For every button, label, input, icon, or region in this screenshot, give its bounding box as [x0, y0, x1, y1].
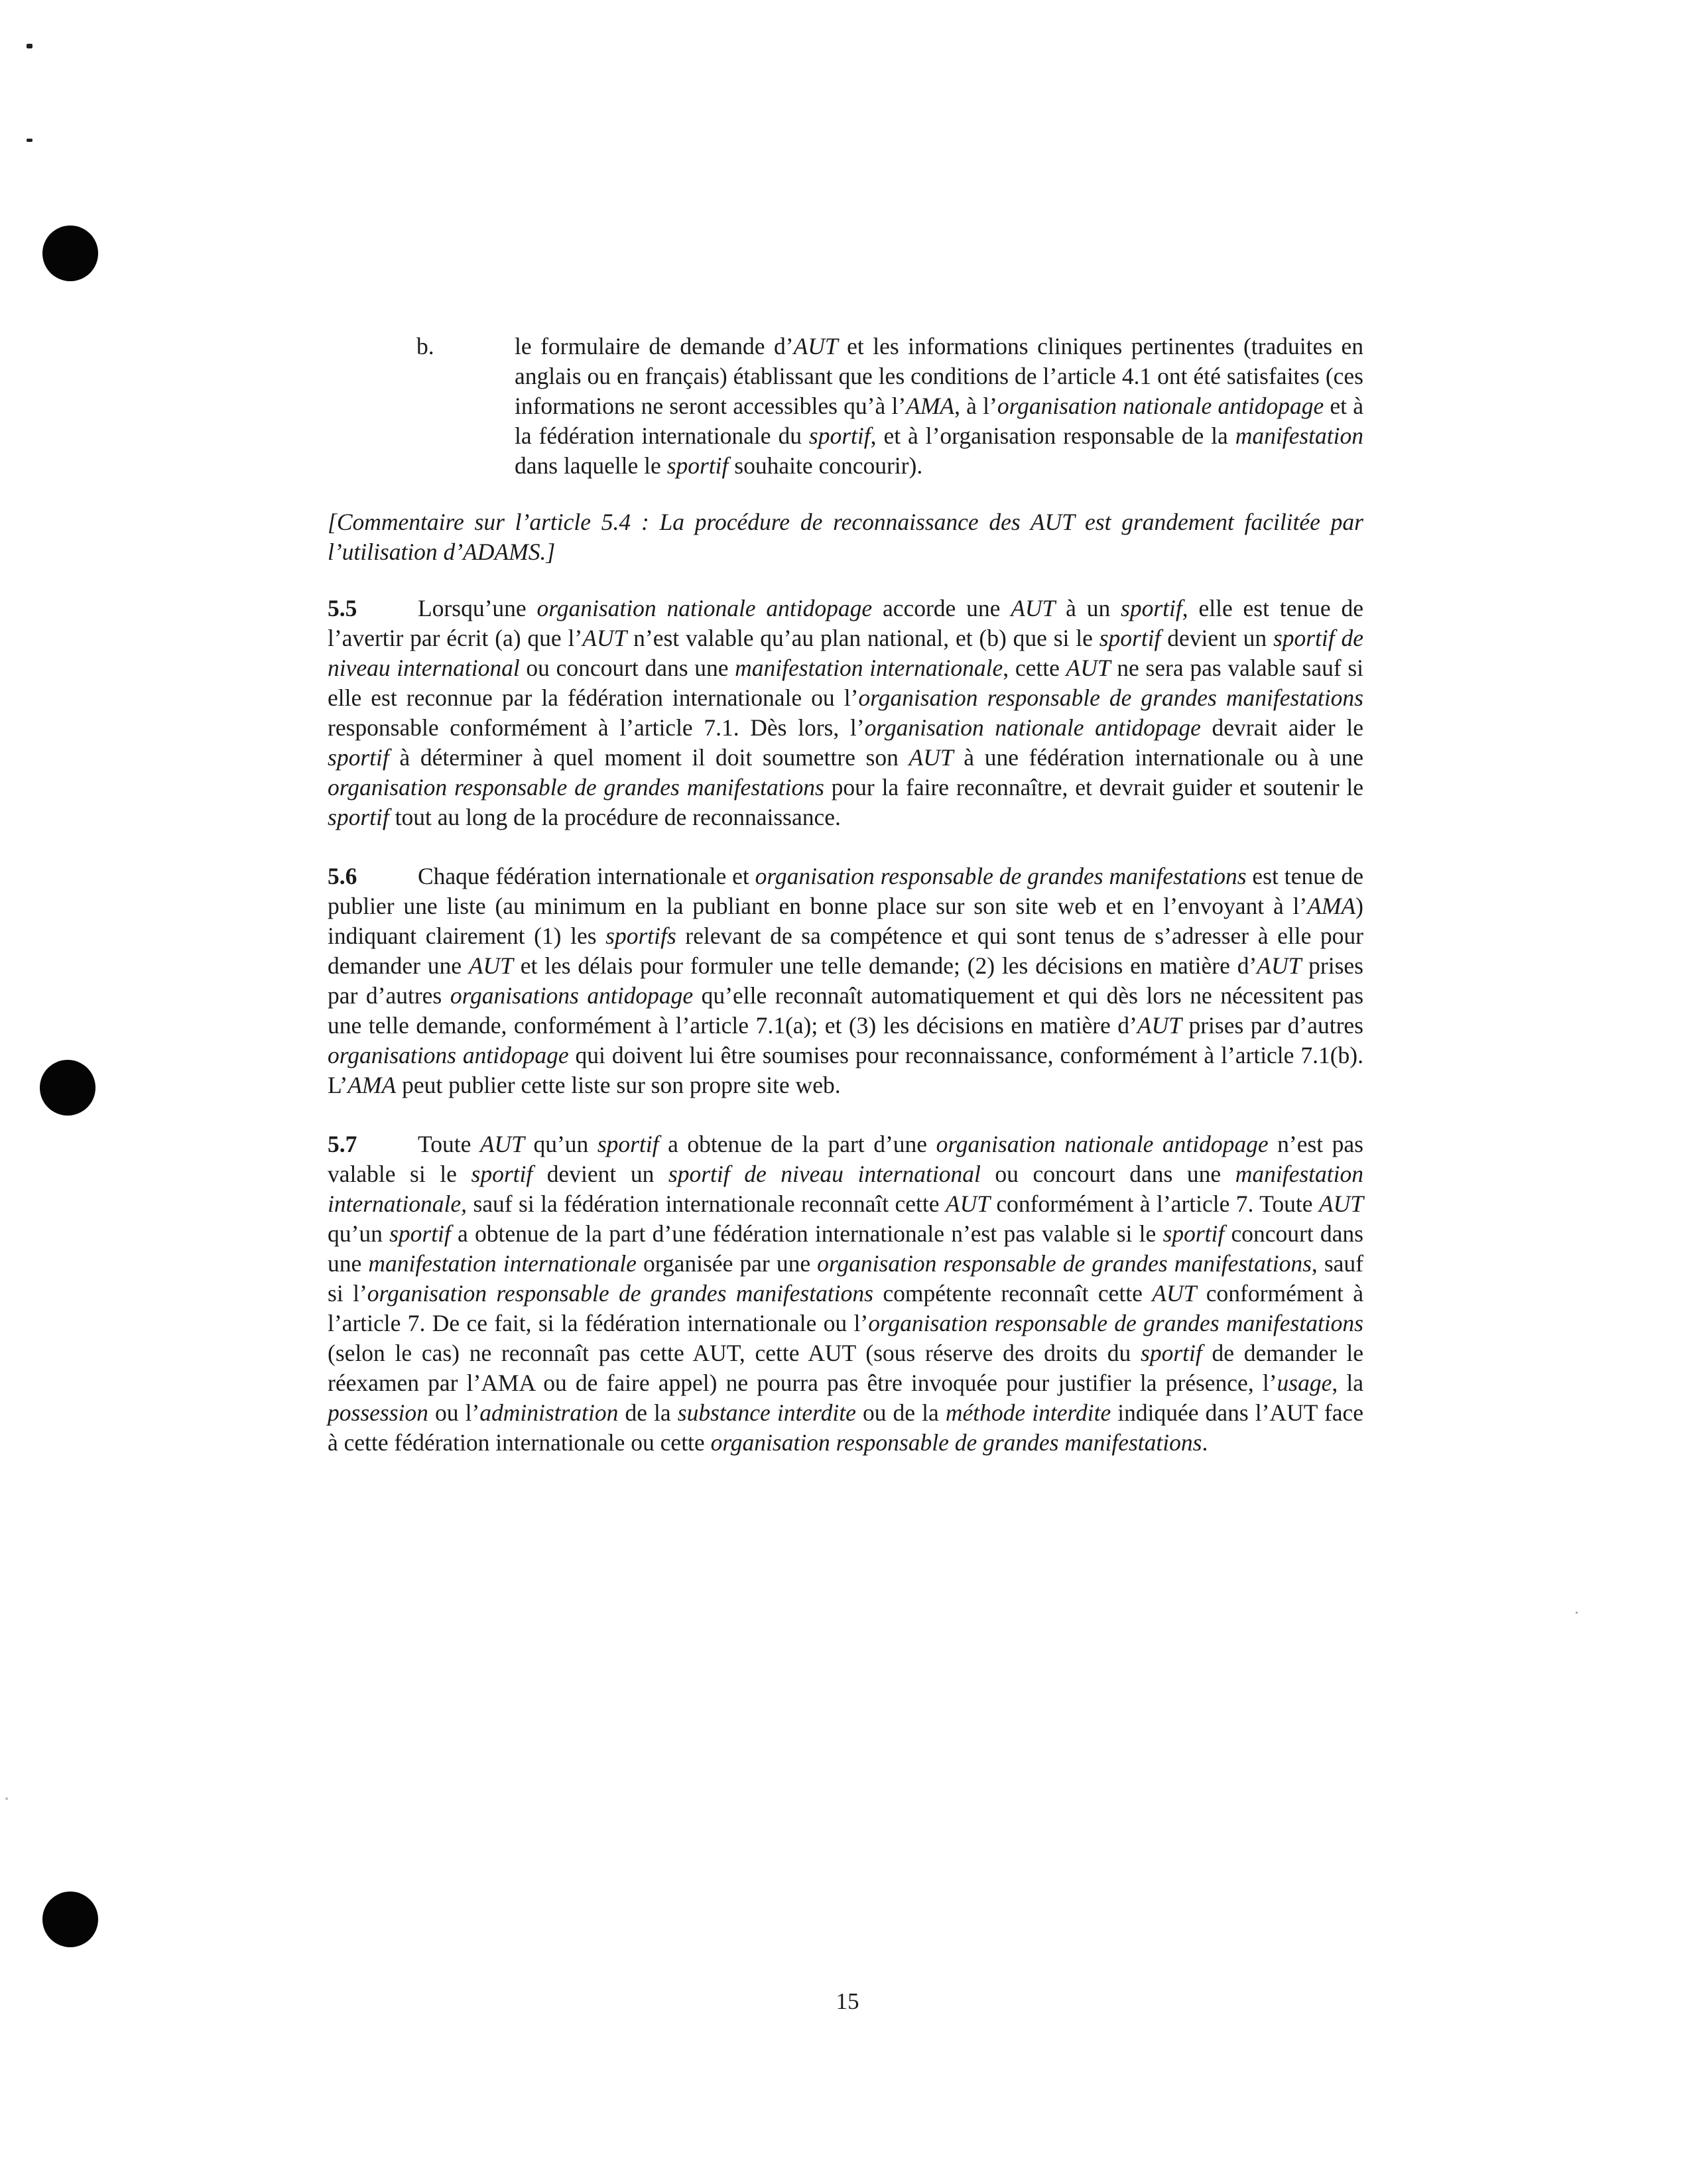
text-run: ne sera pas valable sauf si elle est reconnue par la fédération internationale ou l’ — [328, 655, 1364, 711]
text-run: conformément à l’article 7. Toute — [990, 1190, 1319, 1217]
defined-term: usage — [1277, 1370, 1332, 1396]
defined-term: sportif — [666, 452, 729, 479]
text-run: prises par d’autres — [328, 952, 1363, 1009]
text-run: a obtenue de la part d’une — [659, 1131, 936, 1157]
defined-term: sportif — [471, 1161, 533, 1187]
defined-term: AUT — [1066, 655, 1111, 681]
article-5-6 — [328, 862, 1363, 1100]
text-run: a obtenue de la part d’une fédération internationale n’est pas valable si le — [450, 1220, 1163, 1247]
text-run: et les délais pour formuler une telle demande; (2) les décisions en matière d’ — [513, 952, 1257, 979]
punch-hole-top — [42, 225, 98, 281]
defined-term: AUT — [1137, 1012, 1182, 1039]
text-run: tout au long de la procédure de reconnaissance. — [389, 804, 841, 830]
text-run: est tenue de publier une liste (au minimum en la publiant en bonne place sur son site web et en l’envoyant à l’ — [328, 863, 1363, 919]
defined-term: manifestation internationale — [368, 1250, 637, 1277]
defined-term: organisation nationale antidopage — [997, 393, 1324, 419]
text-run: souhaite concourir). — [728, 452, 923, 479]
text-run: Chaque fédération internationale et — [418, 863, 755, 889]
text-run: qui doivent lui être soumises pour reconnaissance, conformément à l’article 7.1(b). L’ — [328, 1042, 1363, 1098]
defined-term: sportif — [1121, 595, 1182, 621]
text-run: relevant de sa compétence et qui sont tenus de s’adresser à elle pour demander une — [328, 923, 1363, 979]
text-run: . — [1202, 1429, 1208, 1456]
text-run: devrait aider le — [1200, 714, 1363, 741]
scan-speck — [27, 44, 32, 48]
text-run: , elle est tenue de l’avertir par écrit (a) que l’ — [328, 595, 1364, 651]
defined-term: organisation responsable de grandes manifestations — [817, 1250, 1312, 1277]
text-run: accorde une — [872, 595, 1011, 621]
text-run: ou concourt dans une — [980, 1161, 1235, 1187]
defined-term: organisation responsable de grandes manifestations — [367, 1280, 873, 1307]
text-run: sauf si la fédération internationale reconnaît cette — [467, 1190, 946, 1217]
text-run: organisée par une — [636, 1250, 818, 1277]
defined-term: possession — [328, 1399, 428, 1426]
punch-hole-bottom — [42, 1892, 98, 1947]
defined-term: organisations antidopage — [450, 982, 694, 1009]
defined-term: AUT — [468, 952, 513, 979]
text-run: qu’elle reconnaît automatiquement et qui dès lors ne nécessitent pas une telle demande, conformément à l’article 7.1(a); et (3) les décisions en matière d’ — [328, 982, 1364, 1039]
text-run: indiquée dans l’AUT face à cette fédération internationale ou cette — [328, 1399, 1363, 1456]
text-run: de la — [618, 1399, 678, 1426]
defined-term: AMA — [906, 393, 955, 419]
text-run: ou de la — [855, 1399, 946, 1426]
text-run: et à la fédération internationale du — [515, 393, 1363, 449]
defined-term: organisation responsable de grandes manifestations — [858, 684, 1363, 711]
scan-speck — [5, 1797, 8, 1800]
text-run: , cette — [1003, 655, 1066, 681]
article-5-7 — [328, 1129, 1363, 1458]
defined-term: AUT — [909, 744, 954, 771]
text-run: , la — [1332, 1370, 1363, 1396]
text-run: pour la faire reconnaître, et devrait guider et soutenir le — [824, 774, 1364, 801]
defined-term: sportif de niveau international — [668, 1161, 981, 1187]
defined-term: administration — [479, 1399, 619, 1426]
defined-term: AUT — [1011, 595, 1056, 621]
defined-term: AUT — [945, 1190, 990, 1217]
defined-term: AUT — [582, 625, 627, 651]
text-run: devient un — [533, 1161, 668, 1187]
text-run: , à l’ — [954, 393, 997, 419]
list-item-b — [328, 332, 1363, 481]
text-run: à déterminer à quel moment il doit soumettre son — [389, 744, 909, 771]
defined-term: AUT — [1257, 952, 1302, 979]
text-run: (selon le cas) ne reconnaît pas cette AUT, cette AUT (sous réserve des droits du — [328, 1340, 1141, 1366]
text-run: qu’un — [524, 1131, 597, 1157]
defined-term: AUT — [479, 1131, 525, 1157]
commentary-5-4: [Commentaire sur l’article 5.4 : La procédure de reconnaissance des AUT est grandement facilitée par l’utilisation d’ADAMS.] — [328, 509, 1363, 565]
article-text — [328, 595, 1363, 830]
text-run: à un — [1055, 595, 1121, 621]
article-text — [328, 863, 1363, 1098]
scan-speck — [27, 139, 32, 142]
defined-term: sportif — [597, 1131, 659, 1157]
text-run: dans laquelle le — [515, 452, 667, 479]
defined-term: organisation responsable de grandes manifestations — [328, 774, 824, 801]
defined-term: AUT — [793, 333, 838, 359]
text-run: conformément à l’article 7. De ce fait, si la fédération internationale ou l’ — [328, 1280, 1363, 1336]
defined-term: manifestation internationale — [735, 655, 1003, 681]
article-number: 5.5 — [328, 595, 357, 621]
text-run: n’est pas valable si le — [328, 1131, 1363, 1187]
defined-term: organisation responsable de grandes manifestations — [868, 1310, 1364, 1336]
defined-term: organisation responsable de grandes manifestations — [710, 1429, 1202, 1456]
text-run: de demander le réexamen par l’AMA ou de faire appel) ne pourra pas être invoquée pour justifier la présence, l’ — [328, 1340, 1363, 1396]
defined-term: sportif — [808, 422, 871, 449]
defined-term: organisation nationale antidopage — [536, 595, 873, 621]
defined-term: organisation nationale antidopage — [864, 714, 1201, 741]
defined-term: manifestation — [1235, 422, 1363, 449]
text-run: compétente reconnaît cette — [873, 1280, 1153, 1307]
defined-term: sportif — [1141, 1340, 1202, 1366]
text-run: , sauf si l’ — [328, 1250, 1364, 1307]
defined-term: sportif — [328, 804, 389, 830]
defined-term: sportif — [1099, 625, 1161, 651]
article-number: 5.6 — [328, 863, 357, 889]
text-run: ou l’ — [428, 1399, 480, 1426]
text-run: qu’un — [328, 1220, 390, 1247]
article-5-5 — [328, 594, 1363, 832]
defined-term: AMA — [1307, 893, 1356, 919]
defined-term: AUT — [1152, 1280, 1197, 1307]
defined-term: manifestation internationale, — [328, 1161, 1363, 1217]
defined-term: sportif de niveau international — [328, 625, 1363, 681]
defined-term: substance interdite — [677, 1399, 856, 1426]
text-run: à une fédération internationale ou à une — [953, 744, 1363, 771]
text-run: ou concourt dans une — [519, 655, 735, 681]
text-run: , et à l’organisation responsable de la — [870, 422, 1235, 449]
defined-term: organisation nationale antidopage — [936, 1131, 1269, 1157]
page-number: 15 — [836, 1988, 859, 2014]
document-body — [328, 332, 1363, 1487]
text-run: le formulaire de demande d’ — [515, 333, 794, 359]
text-run: ) indiquant clairement (1) les — [328, 893, 1363, 949]
defined-term: AMA — [347, 1072, 397, 1098]
article-number: 5.7 — [328, 1131, 357, 1157]
defined-term: sportif — [1162, 1220, 1225, 1247]
defined-term: organisation responsable de grandes manifestations — [755, 863, 1247, 889]
text-run: devient un — [1161, 625, 1273, 651]
item-b-text — [515, 333, 1363, 479]
text-run: et les informations cliniques pertinentes (traduites en anglais ou en français) établissant que les conditions de l’article 4.1 ont été satisfaites (ces informations ne seront accessibles qu’à l’ — [515, 333, 1364, 419]
defined-term: sportif — [389, 1220, 451, 1247]
scan-speck — [1576, 1612, 1578, 1614]
text-run: Toute — [418, 1131, 480, 1157]
defined-term: méthode interdite — [945, 1399, 1111, 1426]
defined-term: sportifs — [605, 923, 676, 949]
defined-term: AUT — [1318, 1190, 1364, 1217]
punch-hole-middle — [40, 1060, 95, 1116]
defined-term: sportif — [328, 744, 389, 771]
article-text — [328, 1131, 1363, 1456]
text-run: Lorsqu’une — [418, 595, 537, 621]
text-run: responsable conformément à l’article 7.1. Dès lors, l’ — [328, 714, 865, 741]
list-marker: b. — [416, 333, 434, 359]
text-run: concourt dans une — [328, 1220, 1363, 1277]
text-run: n’est valable qu’au plan national, et (b) que si le — [627, 625, 1099, 651]
text-run: prises par d’autres — [1181, 1012, 1363, 1039]
text-run: peut publier cette liste sur son propre site web. — [396, 1072, 841, 1098]
defined-term: organisations antidopage — [328, 1042, 569, 1068]
